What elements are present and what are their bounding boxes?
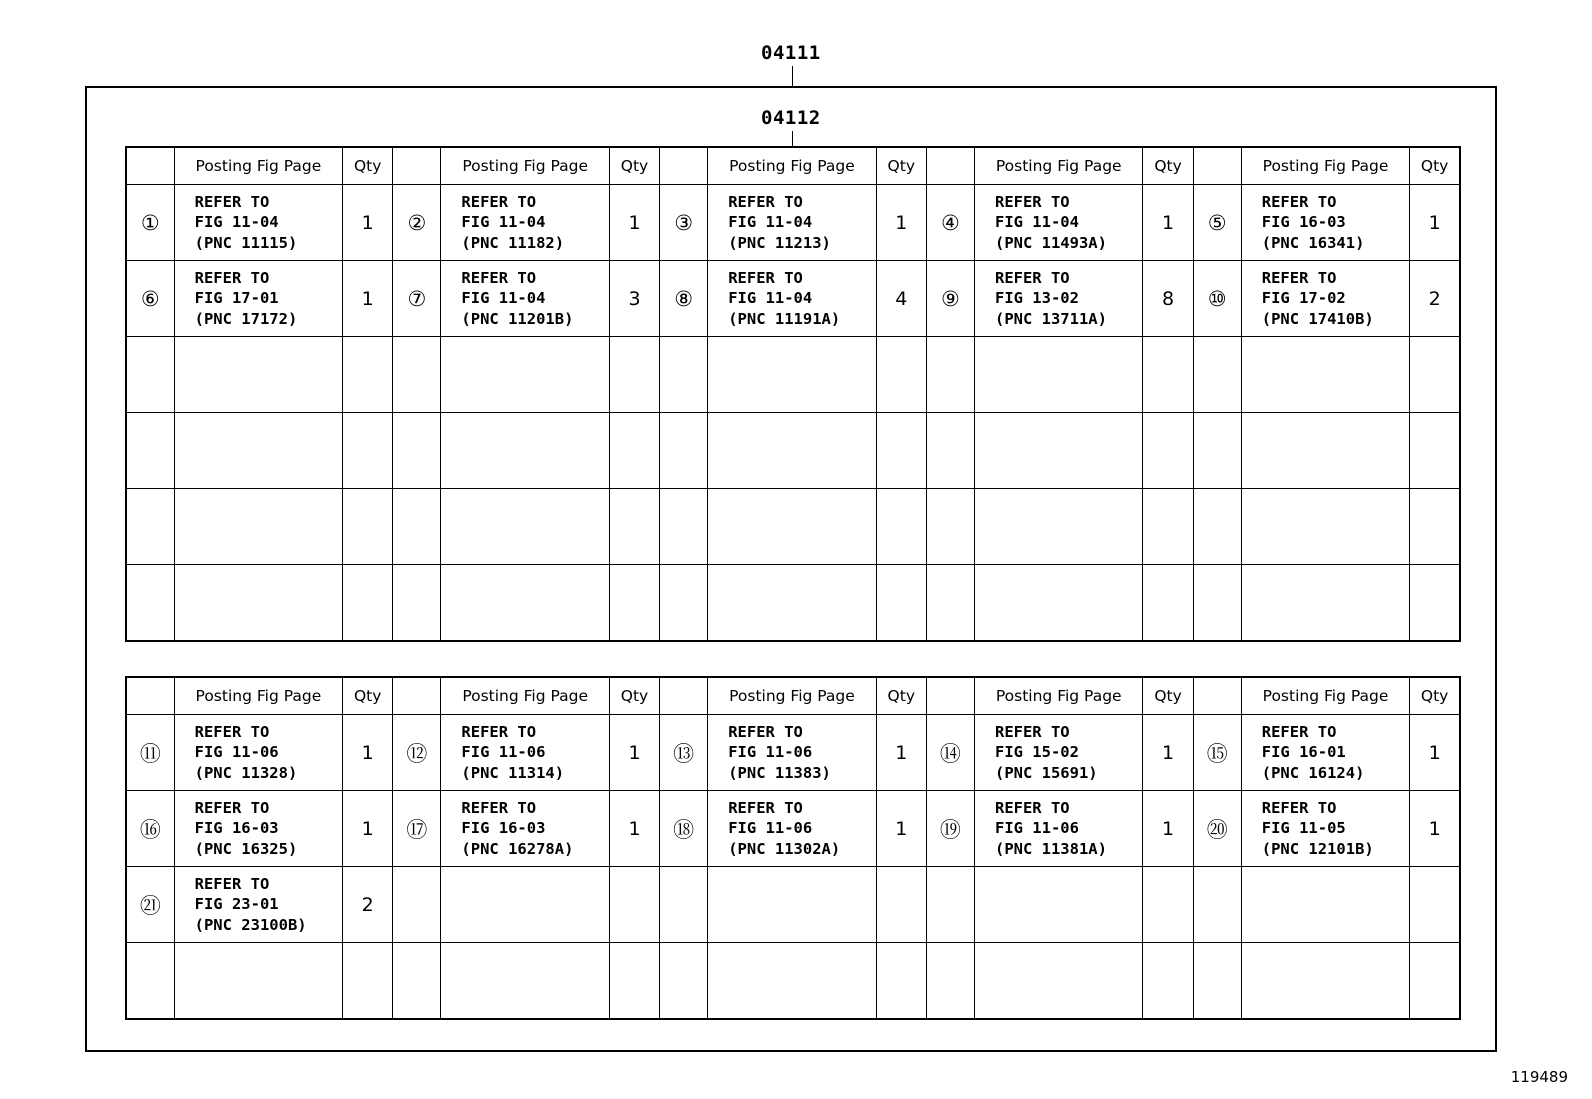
empty-cell [1410, 337, 1460, 413]
reference-line: (PNC 11381A) [994, 839, 1107, 858]
empty-cell [609, 943, 659, 1020]
reference-line: FIG 11-04 [194, 213, 279, 232]
posting-reference-cell [441, 791, 610, 867]
reference-line: (PNC 17172) [194, 309, 298, 328]
empty-cell [708, 943, 877, 1020]
empty-cell [609, 489, 659, 565]
reference-line: FIG 17-01 [194, 289, 279, 308]
empty-row [126, 413, 1460, 489]
empty-cell [974, 337, 1143, 413]
header-number-cell [926, 147, 974, 185]
part-number-cell: ① [126, 185, 174, 261]
posting-reference-cell [1241, 185, 1410, 261]
quantity-cell: 1 [1143, 715, 1193, 791]
quantity-cell: 1 [1410, 791, 1460, 867]
quantity-cell [609, 867, 659, 943]
part-number-cell: ⑥ [126, 261, 174, 337]
header-number-cell [926, 677, 974, 715]
quantity-cell: 1 [876, 185, 926, 261]
empty-cell [1410, 565, 1460, 642]
posting-reference-cell [974, 715, 1143, 791]
header-qty: Qty [876, 147, 926, 185]
reference-line: (PNC 23100B) [194, 915, 307, 934]
part-number-cell: ⑩ [1193, 261, 1241, 337]
empty-row [126, 489, 1460, 565]
quantity-cell: 1 [343, 261, 393, 337]
reference-line: FIG 11-06 [728, 819, 813, 838]
posting-reference-cell [708, 867, 877, 943]
part-number-cell: ⑬ [660, 715, 708, 791]
lower-parts-table [125, 676, 1461, 1020]
empty-cell [926, 489, 974, 565]
part-number-cell [660, 867, 708, 943]
posting-reference-cell [1241, 867, 1410, 943]
empty-cell [1193, 943, 1241, 1020]
reference-line: (PNC 11115) [194, 233, 298, 252]
inner-code-leader [792, 131, 793, 146]
posting-reference-cell [708, 261, 877, 337]
reference-line: (PNC 11383) [728, 763, 831, 782]
upper-parts-table [125, 146, 1461, 642]
table-row [126, 185, 1460, 261]
empty-cell [974, 413, 1143, 489]
quantity-cell: 1 [876, 715, 926, 791]
reference-line: REFER TO [1261, 798, 1337, 817]
quantity-cell: 1 [609, 185, 659, 261]
reference-line: FIG 15-02 [994, 743, 1079, 762]
quantity-cell: 2 [1410, 261, 1460, 337]
outer-code-leader [792, 66, 793, 86]
posting-reference-cell [1241, 715, 1410, 791]
empty-cell [174, 413, 343, 489]
quantity-cell [1410, 867, 1460, 943]
part-number-cell: ⑤ [1193, 185, 1241, 261]
empty-cell [343, 413, 393, 489]
part-number-cell: ⑦ [393, 261, 441, 337]
header-qty: Qty [1410, 147, 1460, 185]
part-number-cell: ⑪ [126, 715, 174, 791]
empty-cell [441, 337, 610, 413]
empty-cell [609, 565, 659, 642]
posting-reference-cell [1241, 791, 1410, 867]
reference-line: (PNC 15691) [994, 763, 1098, 782]
quantity-cell: 1 [1143, 185, 1193, 261]
empty-cell [1410, 943, 1460, 1020]
part-number-cell: ⑫ [393, 715, 441, 791]
empty-cell [126, 489, 174, 565]
empty-cell [974, 943, 1143, 1020]
part-number-cell: ⑰ [393, 791, 441, 867]
posting-reference-cell [441, 867, 610, 943]
reference-line: FIG 11-04 [728, 213, 813, 232]
empty-cell [343, 489, 393, 565]
reference-line: REFER TO [728, 798, 803, 817]
empty-cell [1241, 337, 1410, 413]
header-number-cell [393, 147, 441, 185]
empty-cell [441, 489, 610, 565]
reference-line: (PNC 11191A) [728, 309, 841, 328]
posting-reference-cell [174, 791, 343, 867]
reference-line: FIG 11-04 [994, 213, 1079, 232]
empty-cell [660, 565, 708, 642]
empty-cell [926, 943, 974, 1020]
empty-cell [343, 565, 393, 642]
empty-cell [174, 565, 343, 642]
empty-cell [660, 489, 708, 565]
posting-reference-cell [974, 791, 1143, 867]
reference-line: (PNC 11314) [461, 763, 565, 782]
reference-line: (PNC 16278A) [461, 839, 574, 858]
empty-cell [1410, 489, 1460, 565]
reference-line: REFER TO [194, 798, 270, 817]
part-number-cell: ④ [926, 185, 974, 261]
posting-reference-cell [174, 261, 343, 337]
header-qty: Qty [343, 677, 393, 715]
quantity-cell: 1 [343, 791, 393, 867]
empty-cell [1410, 413, 1460, 489]
empty-cell [174, 943, 343, 1020]
quantity-cell: 1 [1410, 715, 1460, 791]
quantity-cell: 1 [1143, 791, 1193, 867]
posting-reference-cell [441, 261, 610, 337]
empty-cell [876, 413, 926, 489]
table-row [126, 867, 1460, 943]
empty-row [126, 565, 1460, 642]
reference-line: REFER TO [728, 268, 803, 287]
reference-line: (PNC 11201B) [461, 309, 574, 328]
reference-line: REFER TO [1261, 722, 1337, 741]
part-number-cell: ⑭ [926, 715, 974, 791]
part-number-cell: ⑳ [1193, 791, 1241, 867]
reference-line: FIG 11-06 [194, 743, 279, 762]
reference-line: (PNC 16325) [194, 839, 298, 858]
empty-cell [926, 565, 974, 642]
reference-line: FIG 13-02 [994, 289, 1079, 308]
header-qty: Qty [1143, 147, 1193, 185]
empty-cell [1143, 565, 1193, 642]
empty-cell [1241, 943, 1410, 1020]
empty-cell [876, 943, 926, 1020]
reference-line: REFER TO [461, 722, 537, 741]
empty-cell [1241, 413, 1410, 489]
reference-line: FIG 16-03 [194, 819, 279, 838]
empty-cell [926, 413, 974, 489]
empty-cell [174, 489, 343, 565]
reference-line: REFER TO [461, 192, 537, 211]
reference-line: (PNC 16341) [1261, 233, 1365, 252]
quantity-cell: 8 [1143, 261, 1193, 337]
empty-cell [926, 337, 974, 413]
reference-line: FIG 23-01 [194, 895, 279, 914]
reference-line: (PNC 16124) [1261, 763, 1365, 782]
empty-cell [876, 565, 926, 642]
header-posting-fig-page: Posting Fig Page [1241, 677, 1410, 715]
part-number-cell: ② [393, 185, 441, 261]
header-posting-fig-page: Posting Fig Page [974, 677, 1143, 715]
part-number-cell: ⑲ [926, 791, 974, 867]
reference-line: REFER TO [461, 268, 537, 287]
header-qty: Qty [609, 677, 659, 715]
empty-cell [1193, 337, 1241, 413]
quantity-cell [876, 867, 926, 943]
table-row [126, 261, 1460, 337]
empty-cell [174, 337, 343, 413]
quantity-cell: 1 [876, 791, 926, 867]
reference-line: REFER TO [194, 268, 270, 287]
quantity-cell: 3 [609, 261, 659, 337]
part-number-cell [393, 867, 441, 943]
header-row [126, 147, 1460, 185]
header-number-cell [660, 147, 708, 185]
posting-reference-cell [974, 185, 1143, 261]
document-number: 119489 [1510, 1068, 1568, 1086]
reference-line: REFER TO [1261, 268, 1337, 287]
empty-cell [708, 489, 877, 565]
empty-cell [1143, 337, 1193, 413]
reference-line: (PNC 17410B) [1261, 309, 1374, 328]
reference-line: FIG 16-03 [461, 819, 546, 838]
empty-cell [393, 943, 441, 1020]
header-posting-fig-page: Posting Fig Page [441, 147, 610, 185]
reference-line: REFER TO [728, 722, 803, 741]
quantity-cell: 2 [343, 867, 393, 943]
empty-cell [708, 565, 877, 642]
empty-cell [1193, 565, 1241, 642]
empty-cell [126, 565, 174, 642]
header-qty: Qty [876, 677, 926, 715]
empty-row [126, 337, 1460, 413]
reference-line: (PNC 11182) [461, 233, 565, 252]
empty-cell [1241, 489, 1410, 565]
reference-line: REFER TO [994, 268, 1070, 287]
part-number-cell: ⑯ [126, 791, 174, 867]
outer-assembly-code: 04111 [761, 42, 821, 64]
header-posting-fig-page: Posting Fig Page [974, 147, 1143, 185]
posting-reference-cell [174, 867, 343, 943]
part-number-cell: ㉑ [126, 867, 174, 943]
header-number-cell [1193, 677, 1241, 715]
posting-reference-cell [441, 715, 610, 791]
empty-cell [876, 489, 926, 565]
reference-line: REFER TO [194, 722, 270, 741]
empty-cell [1143, 413, 1193, 489]
posting-reference-cell [1241, 261, 1410, 337]
empty-cell [441, 943, 610, 1020]
part-number-cell: ⑨ [926, 261, 974, 337]
posting-reference-cell [974, 261, 1143, 337]
reference-line: FIG 11-04 [461, 289, 546, 308]
posting-reference-cell [441, 185, 610, 261]
reference-line: REFER TO [994, 192, 1070, 211]
header-qty: Qty [343, 147, 393, 185]
empty-cell [1193, 489, 1241, 565]
reference-line: FIG 11-06 [994, 819, 1079, 838]
empty-row [126, 943, 1460, 1020]
header-row [126, 677, 1460, 715]
empty-cell [126, 337, 174, 413]
empty-cell [1193, 413, 1241, 489]
reference-line: FIG 17-02 [1261, 289, 1346, 308]
header-posting-fig-page: Posting Fig Page [1241, 147, 1410, 185]
table-row [126, 791, 1460, 867]
header-posting-fig-page: Posting Fig Page [174, 147, 343, 185]
part-number-cell: ⑱ [660, 791, 708, 867]
empty-cell [343, 943, 393, 1020]
empty-cell [393, 489, 441, 565]
quantity-cell: 1 [609, 791, 659, 867]
header-posting-fig-page: Posting Fig Page [708, 147, 877, 185]
empty-cell [660, 943, 708, 1020]
part-number-cell [926, 867, 974, 943]
reference-line: FIG 16-03 [1261, 213, 1346, 232]
quantity-cell: 1 [343, 715, 393, 791]
header-number-cell [393, 677, 441, 715]
empty-cell [1143, 489, 1193, 565]
posting-reference-cell [174, 185, 343, 261]
reference-line: (PNC 13711A) [994, 309, 1107, 328]
empty-cell [609, 337, 659, 413]
posting-reference-cell [708, 791, 877, 867]
empty-cell [393, 337, 441, 413]
header-number-cell [660, 677, 708, 715]
empty-cell [441, 565, 610, 642]
empty-cell [876, 337, 926, 413]
header-qty: Qty [609, 147, 659, 185]
empty-cell [126, 943, 174, 1020]
header-number-cell [1193, 147, 1241, 185]
quantity-cell [1143, 867, 1193, 943]
part-number-cell [1193, 867, 1241, 943]
reference-line: FIG 11-04 [461, 213, 546, 232]
empty-cell [393, 565, 441, 642]
inner-assembly-code: 04112 [761, 107, 821, 129]
posting-reference-cell [708, 185, 877, 261]
reference-line: REFER TO [994, 798, 1070, 817]
empty-cell [1143, 943, 1193, 1020]
part-number-cell: ⑧ [660, 261, 708, 337]
part-number-cell: ③ [660, 185, 708, 261]
reference-line: FIG 11-05 [1261, 819, 1346, 838]
posting-reference-cell [974, 867, 1143, 943]
empty-cell [660, 337, 708, 413]
reference-line: REFER TO [194, 192, 270, 211]
empty-cell [974, 489, 1143, 565]
reference-line: REFER TO [194, 874, 270, 893]
reference-line: FIG 16-01 [1261, 743, 1346, 762]
header-number-cell [126, 677, 174, 715]
header-qty: Qty [1143, 677, 1193, 715]
reference-line: (PNC 12101B) [1261, 839, 1374, 858]
empty-cell [708, 337, 877, 413]
header-posting-fig-page: Posting Fig Page [708, 677, 877, 715]
reference-line: FIG 11-06 [461, 743, 546, 762]
empty-cell [1241, 565, 1410, 642]
table-row [126, 715, 1460, 791]
reference-line: REFER TO [994, 722, 1070, 741]
empty-cell [393, 413, 441, 489]
header-posting-fig-page: Posting Fig Page [174, 677, 343, 715]
reference-line: FIG 11-06 [728, 743, 813, 762]
posting-reference-cell [708, 715, 877, 791]
posting-reference-cell [174, 715, 343, 791]
quantity-cell: 4 [876, 261, 926, 337]
empty-cell [343, 337, 393, 413]
empty-cell [708, 413, 877, 489]
reference-line: (PNC 11493A) [994, 233, 1107, 252]
reference-line: (PNC 11302A) [728, 839, 841, 858]
empty-cell [609, 413, 659, 489]
reference-line: FIG 11-04 [728, 289, 813, 308]
reference-line: (PNC 11213) [728, 233, 831, 252]
empty-cell [126, 413, 174, 489]
empty-cell [660, 413, 708, 489]
empty-cell [974, 565, 1143, 642]
empty-cell [441, 413, 610, 489]
reference-line: REFER TO [461, 798, 537, 817]
quantity-cell: 1 [609, 715, 659, 791]
header-number-cell [126, 147, 174, 185]
reference-line: REFER TO [728, 192, 803, 211]
quantity-cell: 1 [1410, 185, 1460, 261]
quantity-cell: 1 [343, 185, 393, 261]
reference-line: REFER TO [1261, 192, 1337, 211]
reference-line: (PNC 11328) [194, 763, 298, 782]
header-posting-fig-page: Posting Fig Page [441, 677, 610, 715]
header-qty: Qty [1410, 677, 1460, 715]
part-number-cell: ⑮ [1193, 715, 1241, 791]
